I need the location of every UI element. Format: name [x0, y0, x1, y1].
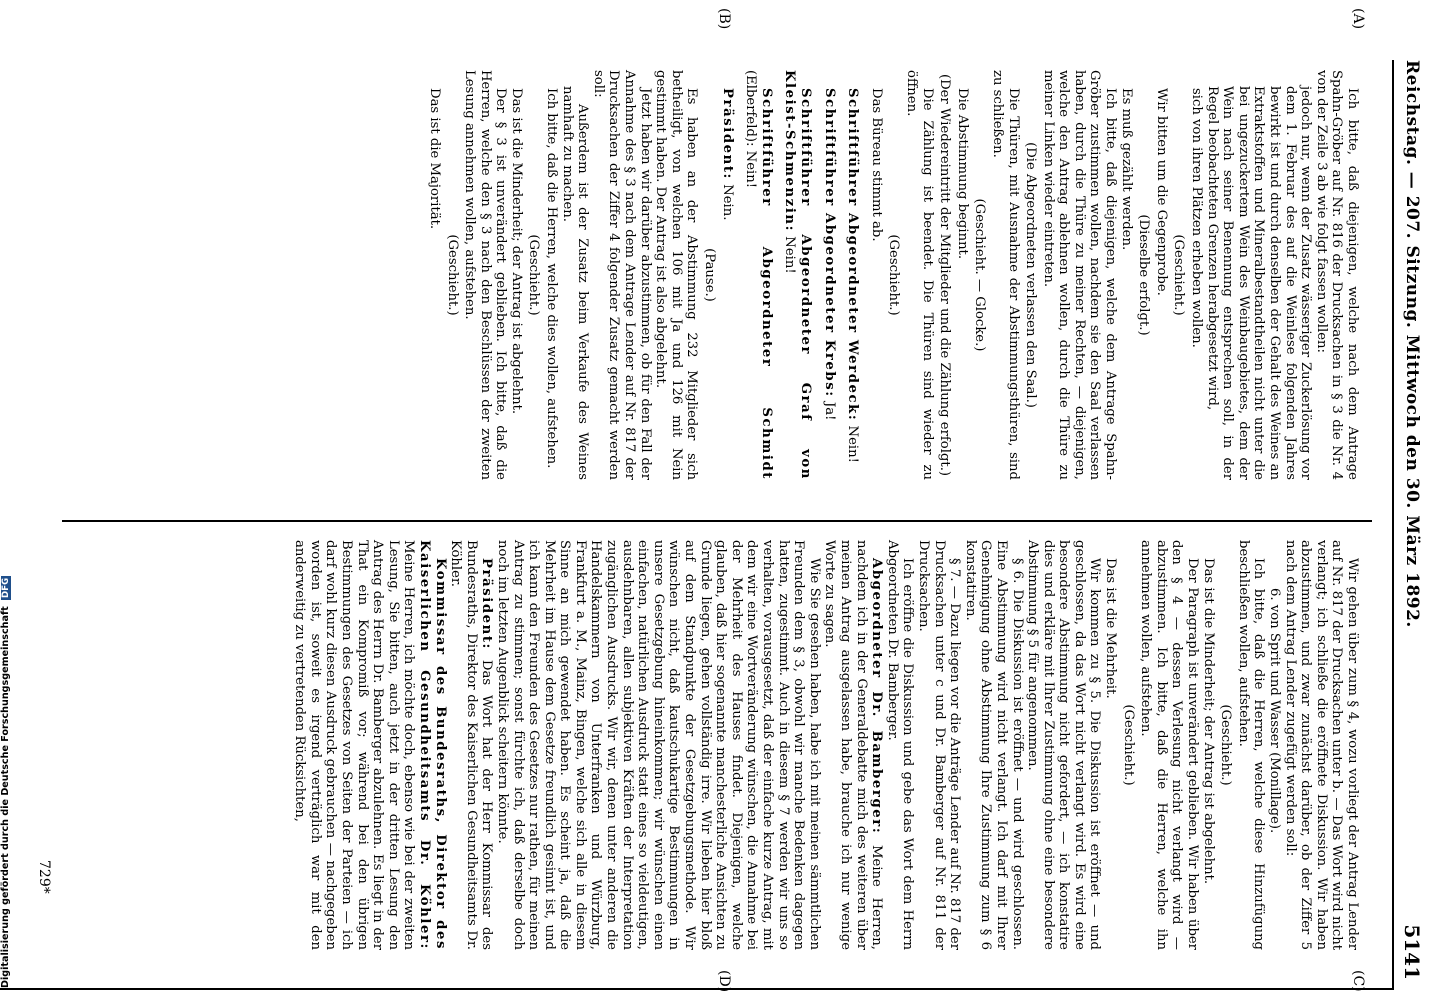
- speech-text: Nein.: [719, 184, 735, 221]
- quoted-amendment: Außerdem ist der Zusatz beim Verkaufe des Weines namhaft zu machen.: [559, 86, 591, 480]
- left-column: [426, 70, 1360, 480]
- paragraph: Das ist die Majorität.: [426, 88, 442, 230]
- margin-marker-c: (C): [1350, 970, 1366, 992]
- speech-text: Meine Herren, nachdem ich in der Generaldebatte mich des weiteren über meinen Antrag ausgelassen habe, brauche ich nur wenige Worte zu sagen.: [822, 540, 885, 950]
- speaker-paragraph: [822, 540, 884, 950]
- paragraph: Der Paragraph ist unverändert geblieben. Wir haben über den § 4 — dessen Verlesung nicht verlangt wird — abzustimmen. Ich bitte, daß die Herren, welche ihn annehmen wollen, aufstehen.: [1138, 540, 1201, 950]
- stage-direction: (Geschieht.): [1218, 704, 1234, 786]
- paragraph: Wir kommen zu § 5. Die Diskussion ist eröffnet — und geschlossen, da das Wort nicht verlangt wird. Es wird eine besondere Abstimmung nicht gefordert, — ich konstatire dies und erkläre mit Ihrer Zustimmung ohne eine besondere Abstimmung § 5 für angenommen.: [1025, 540, 1103, 950]
- paragraph: Wir bitten um die Gegenprobe.: [1153, 88, 1169, 296]
- quoted-amendment: jedoch nur, wenn der Zusatz wässeriger Zuckerlösung vor dem 1. Februar des auf die Weinlese folgenden Jahres bewirkt ist und durch denselben der Gehalt des Weines an Extraktstoffen und Mineralbestandtheilen nicht unter die bei ungezuckertem Wein des Weinbaugebietes, dem der Wein nach seiner Benennung entsprechen soll, in der Regel beobachteten Grenzen herabgesetzt wird,: [1204, 86, 1314, 480]
- paragraph: Es haben an der Abstimmung 232 Mitglieder sich betheiligt, von welchen 106 mit Ja und 126 mit Nein gestimmt haben. Der Antrag ist also abgelehnt.: [653, 70, 700, 480]
- paragraph: Der § 3 ist unverändert geblieben. Ich bitte, daß die Herren, welche den § 3 nach den Beschlüssen der zweiten Lesung annehmen wollen, aufstehen.: [462, 70, 509, 480]
- margin-marker-d: (D): [716, 970, 732, 993]
- stage-direction: (Pause.): [702, 248, 718, 302]
- frame-line-top: [1392, 60, 1394, 990]
- paragraph: Jetzt haben wir darüber abzustimmen, ob für den Fall der Annahme des § 3 nach dem Antrage Lender auf Nr. 817 der Drucksachen der Ziffer 4 folgender Zusatz gemacht werden soll:: [590, 70, 653, 480]
- speaker-name: Präsident:: [479, 558, 495, 651]
- header-title: Reichstag. — 207. Sitzung. Mittwoch den 30. März 1892.: [1402, 60, 1422, 628]
- speech-text: (Elberfeld): Nein!: [743, 70, 759, 189]
- stage-direction: (Der Wiedereintritt der Mitglieder und die Zählung erfolgt.): [937, 73, 953, 477]
- speech-text: Ja!: [821, 401, 837, 421]
- paragraph: Ich bitte, daß diejenigen, welche dem Antrage Spahn-Gröber zustimmen wollen, nachdem sie den Saal verlassen haben, durch die Thüre zu meiner Rechten, — diejenigen, welche den Antrag ablehnen wollen, durch die Thüre zu meiner Linken wieder eintreten.: [1040, 70, 1119, 480]
- speaker-name: Präsident:: [719, 88, 735, 181]
- paragraph: Das ist die Minderheit; der Antrag ist abgelehnt.: [1200, 558, 1216, 885]
- paragraph: Wir gehen über zum § 4, wozu vorliegt der Antrag Lender auf Nr. 817 der Drucksachen unter b. — Das Wort wird nicht verlangt; ich schließe die eröffnete Diskussion. Wir haben abzustimmen, und zwar zunächst darüber, ob der Ziffer 5 nach dem Antrag Lender zugefügt werden soll:: [1282, 540, 1360, 950]
- page-number: 5141: [1400, 924, 1424, 980]
- stage-direction: (Dieselbe erfolgt.): [1136, 214, 1152, 336]
- speaker-name: Schriftführer Abgeordneter Schmidt: [758, 88, 774, 480]
- speaker-name: Abgeordneter Dr. Bamberger:: [869, 558, 885, 835]
- stage-direction: (Geschieht. — Glocke.): [972, 198, 988, 352]
- funding-text: Digitalisierung gefördert durch die Deutsche Forschungsgemeinschaft: [0, 606, 11, 988]
- paragraph: Es muß gezählt werden.: [1118, 88, 1134, 251]
- stage-direction: (Geschieht.): [444, 234, 460, 316]
- speaker-name: Schriftführer Abgeordneter Graf von Kleist-Schmenzin:: [782, 70, 813, 480]
- dfg-logo: DFG: [1, 577, 11, 598]
- speech-text: Nein!: [845, 425, 861, 463]
- paragraph: Ich eröffne die Diskussion und gebe das Wort dem Herrn Abgeordneten Dr. Bamberger.: [884, 540, 916, 950]
- speech-text: Nein!: [782, 236, 798, 274]
- paragraph: sich von ihren Plätzen erheben wollen.: [1189, 88, 1205, 348]
- paragraph: Die Abstimmung beginnt.: [954, 88, 970, 260]
- speech-text: Meine Herren, ich möchte doch, ebenso wie bei der zweiten Lesung, Sie bitten, auch jetzt in der dritten Lesung den Antrag des Herrn Dr. Bamberger abzulehnen. Es liegt in der That ein Kompromiß vor; während bei den übrigen Bestimmungen des Gesetzes von Seiten der Parteien — ich darf wohl kurz diesen Ausdruck gebrauchen — nachgegeben worden ist, soweit es irgend verträglich war mit den anderweitig zu vertretenden Rücksichten,: [292, 540, 417, 950]
- stage-direction: (Geschieht.): [886, 234, 902, 316]
- paragraph: § 7. — Dazu liegen vor die Anträge Lender auf Nr. 817 der Drucksachen unter c und Dr. Bamberger auf Nr. 811 der Drucksachen.: [915, 540, 963, 950]
- speaker-paragraph: [448, 540, 495, 950]
- stage-direction: (Die Abgeordneten verlassen den Saal.): [1023, 142, 1039, 408]
- stage-direction: (Geschieht.): [1120, 704, 1136, 786]
- margin-marker-a: (A): [1350, 8, 1366, 30]
- speaker-name: Kommissar des Bundesraths, Direktor des Kaiserlichen Gesundheitsamts Dr. Köhler:: [416, 540, 448, 950]
- paragraph: Das ist die Minderheit; der Antrag ist abgelehnt.: [508, 88, 524, 415]
- quoted-amendment: 6. von Sprit und Wasser (Monillage).: [1267, 588, 1283, 834]
- speaker-paragraph: [292, 540, 448, 950]
- speaker-name: Schriftführer Abgeordneter Krebs:: [821, 88, 837, 398]
- signature-mark: 729*: [36, 860, 52, 894]
- paragraph: Das ist die Mehrheit.: [1103, 558, 1119, 699]
- paragraph: Das Büreau stimmt ab.: [868, 88, 884, 242]
- speaker-paragraph: [719, 70, 735, 480]
- stage-direction: (Geschieht.): [526, 234, 542, 316]
- paragraph: Ich bitte, daß die Herren, welche dies wollen, aufstehen.: [544, 88, 560, 469]
- frame-line-right: [0, 988, 1394, 990]
- paragraph: Die Zählung ist beendet. Die Thüren sind wieder zu öffnen.: [903, 70, 935, 480]
- paragraph: Wie Sie gesehen haben, habe ich mit meinen sämmtlichen Freunden dem § 3, obwohl wir manche Bedenken dagegen hatten, zugestimmt. Auch in diesem § 7 werden wir uns so verhalten, vorausgesetzt, daß der einfache kurze Antrag, mit dem wir eine Wortveränderung wünschen, die Annahme bei der Mehrheit des Hauses findet. Diejenigen, welche glauben, daß hier sogenannte manchesterliche Ansichten zu Grunde liegen, gehen vollständig irre. Wir lieben hier bloß auf dem Standpunkte der Gesetzgebungsmethode. Wir wünschen nicht, daß kautschukartige Bestimmungen in unsere Gesetzgebung hineinkommen; wir wünschen einen einfachen, natürlichen Ausdruck statt eines so vieldeutigen, ausdehnbaren, allen subjektiven Kräften der Interpretation zugänglichen Ausdrucks. Wir wir, denen unter anderen die Handelskammern von Unterfranken und Würzburg, Frankfurt a. M., Mainz, Bingen, welche sich alle in diesem Sinne an mich gewendet haben. Es scheint ja, daß die Mehrheit im Hause dem Gesetze freundlich gesinnt ist, und ich kann den Freunden des Gesetzes nur rathen, für meinen Antrag zu stimmen; sonst fürchte ich, daß derselbe doch noch im letzten Augenblick scheitern könnte.: [494, 540, 822, 950]
- stage-direction: (Geschieht.): [1171, 234, 1187, 316]
- paragraph: Die Thüren, mit Ausnahme der Abstimmungsthüren, sind zu schließen.: [989, 70, 1021, 480]
- paragraph: § 6. Die Diskussion ist eröffnet — und wird geschlossen. Eine Abstimmung wird nicht verlangt. Ich darf mit Ihrer Genehmigung ohne Abstimmung Ihre Zustimmung zum § 6 konstatiren.: [962, 540, 1025, 950]
- speaker-paragraph: [845, 70, 861, 480]
- speech-text: Das Wort hat der Herr Kommissar des Bundesraths, Direktor des Kaiserlichen Gesundheitsamts Dr. Köhler.: [448, 540, 495, 950]
- funding-notice: [0, 576, 11, 1000]
- page-header: [1396, 60, 1424, 980]
- speaker-paragraph: [821, 70, 837, 480]
- paragraph: Ich bitte, daß diejenigen, welche nach dem Antrage Spahn-Gröber auf Nr. 816 der Drucksachen in § 3 die Nr. 4 von der Zeile 3 ab wie folgt fassen wollen:: [1313, 70, 1360, 480]
- column-divider: [62, 520, 1372, 522]
- paragraph: Ich bitte, daß die Herren, welche diese Hinzufügung beschließen wollen, aufstehen.: [1235, 540, 1267, 950]
- speaker-name: Schriftführer Abgeordneter Werdeck:: [845, 88, 861, 422]
- right-column: [292, 540, 1360, 950]
- speaker-paragraph: [743, 70, 774, 480]
- speaker-paragraph: [782, 70, 813, 480]
- margin-marker-b: (B): [716, 8, 732, 30]
